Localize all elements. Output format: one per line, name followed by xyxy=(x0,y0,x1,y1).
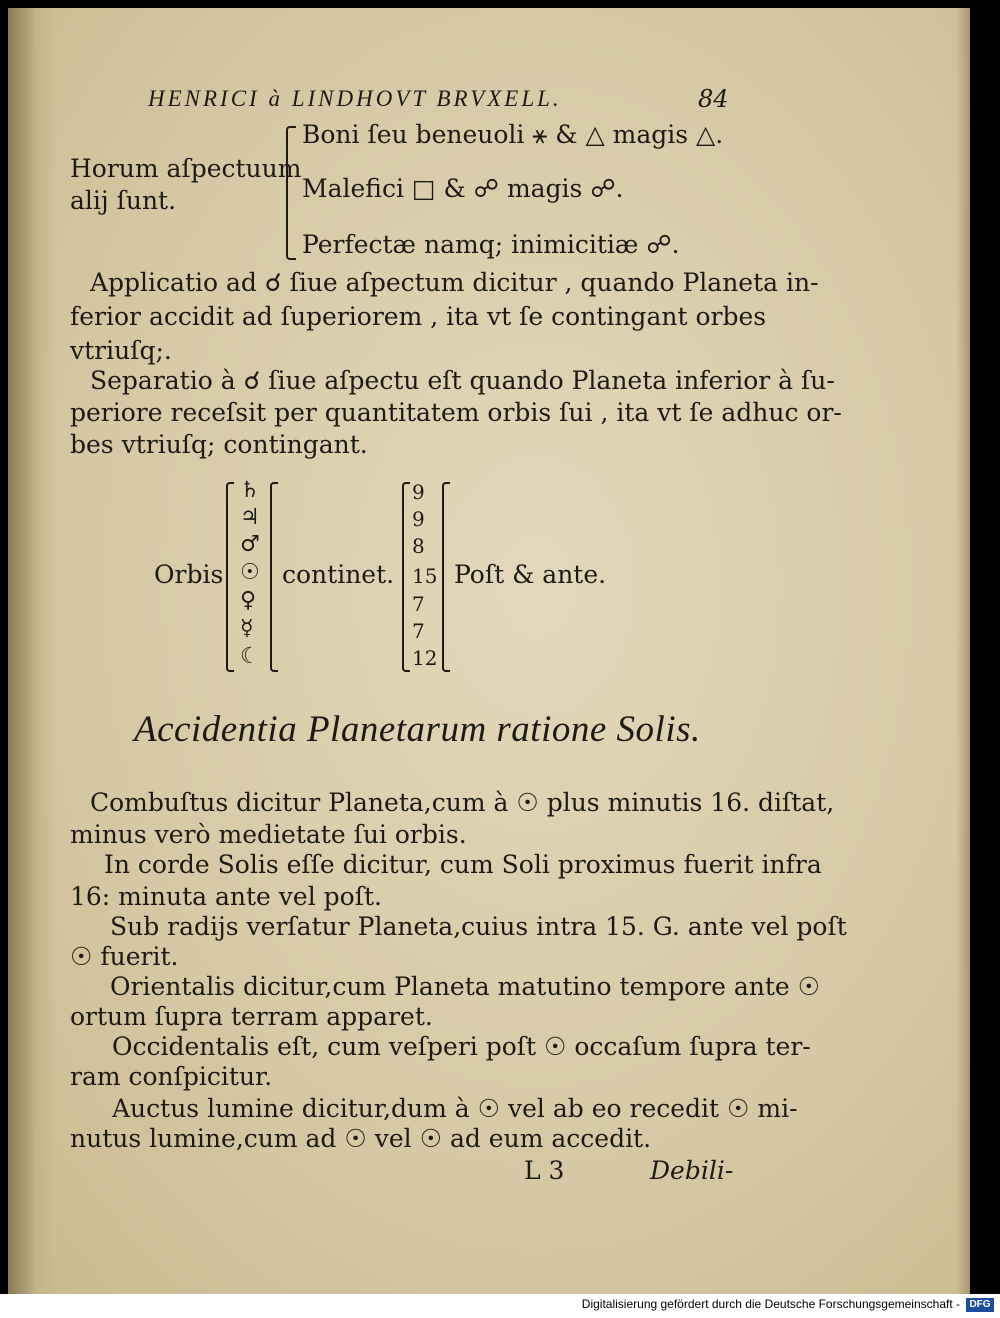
book-page xyxy=(8,8,970,1294)
degree-value: 7 xyxy=(412,592,425,616)
planet-saturn: ♄ xyxy=(240,478,260,503)
body-line: Occidentalis eſt, cum veſperi poſt ☉ occaſum ſupra ter- xyxy=(112,1032,811,1061)
page-edge-shadow xyxy=(956,8,970,1294)
running-title: HENRICI à LINDHOVT BRVXELL. xyxy=(148,86,562,111)
page-spine-shadow xyxy=(8,8,56,1294)
body-line: Auctus lumine dicitur,dum à ☉ vel ab eo recedit ☉ mi- xyxy=(112,1094,798,1123)
body-line: ram conſpicitur. xyxy=(70,1062,273,1091)
body-line: ortum ſupra terram apparet. xyxy=(70,1002,433,1031)
paragraph-line: Applicatio ad ☌ ſiue aſpectum dicitur , quando Planeta in- xyxy=(90,268,819,297)
body-line: Orientalis dicitur,cum Planeta matutino tempore ante ☉ xyxy=(110,972,821,1001)
planet-sun: ☉ xyxy=(240,560,260,585)
section-title: Accidentia Planetarum ratione Solis. xyxy=(134,709,701,750)
degree-value: 15 xyxy=(412,564,438,588)
paragraph-line: ferior accidit ad ſuperiorem , ita vt ſe contingant orbes xyxy=(70,302,767,331)
paragraph-line: bes vtriuſq; contingant. xyxy=(70,430,368,459)
body-line: Combuſtus dicitur Planeta,cum à ☉ plus minutis 16. diſtat, xyxy=(90,788,835,817)
signature-mark: L 3 xyxy=(524,1156,565,1185)
orbis-suffix: Poſt & ante. xyxy=(454,560,607,589)
planets-left-brace xyxy=(226,482,234,672)
paragraph-line: periore receſsit per quantitatem orbis ſui , ita vt ſe adhuc or- xyxy=(70,398,842,427)
body-line: 16: minuta ante vel poſt. xyxy=(70,882,382,911)
degree-value: 9 xyxy=(412,480,425,504)
funding-credit: Digitalisierung gefördert durch die Deutsche Forschungsgemeinschaft - xyxy=(581,1297,960,1311)
planet-mercury: ☿ xyxy=(240,616,254,641)
aspects-brace xyxy=(286,126,296,260)
body-line: In corde Solis eſſe dicitur, cum Soli proximus fuerit infra xyxy=(104,850,822,879)
degree-value: 12 xyxy=(412,646,438,670)
planet-moon: ☾ xyxy=(240,644,260,669)
orbis-verb: continet. xyxy=(282,560,395,589)
aspects-lead-line-1: Horum aſpectuum xyxy=(70,154,302,183)
planet-jupiter: ♃ xyxy=(240,505,260,530)
body-line: minus verò medietate ſui orbis. xyxy=(70,820,467,849)
body-line: ☉ fuerit. xyxy=(70,942,179,971)
degree-value: 7 xyxy=(412,619,425,643)
orbis-label: Orbis xyxy=(154,560,224,589)
planet-venus: ♀ xyxy=(240,588,257,613)
paragraph-line: vtriuſq;. xyxy=(70,336,172,365)
body-line: nutus lumine,cum ad ☉ vel ☉ ad eum accedit. xyxy=(70,1124,652,1153)
degrees-right-brace xyxy=(442,482,450,672)
paragraph-line: Separatio à ☌ ſiue aſpectu eſt quando Planeta inferior à ſu- xyxy=(90,366,835,395)
footer-bar xyxy=(0,1294,1000,1318)
degree-value: 8 xyxy=(412,534,425,558)
aspect-item: Malefici □ & ☍ magis ☍. xyxy=(302,174,624,203)
planets-right-brace xyxy=(270,482,278,672)
degree-value: 9 xyxy=(412,507,425,531)
dfg-logo: DFG xyxy=(966,1298,994,1312)
planet-mars: ♂ xyxy=(240,532,260,557)
catchword: Debili- xyxy=(650,1156,734,1185)
aspect-item: Boni ſeu beneuoli ⚹ & △ magis △. xyxy=(302,120,724,149)
degrees-left-brace xyxy=(402,482,410,672)
body-line: Sub radijs verſatur Planeta,cuius intra 15. G. ante vel poſt xyxy=(110,912,847,941)
aspect-item: Perfectæ namq; inimicitiæ ☍. xyxy=(302,230,680,259)
aspects-lead-line-2: alij ſunt. xyxy=(70,186,177,215)
page-number: 84 xyxy=(698,85,729,113)
